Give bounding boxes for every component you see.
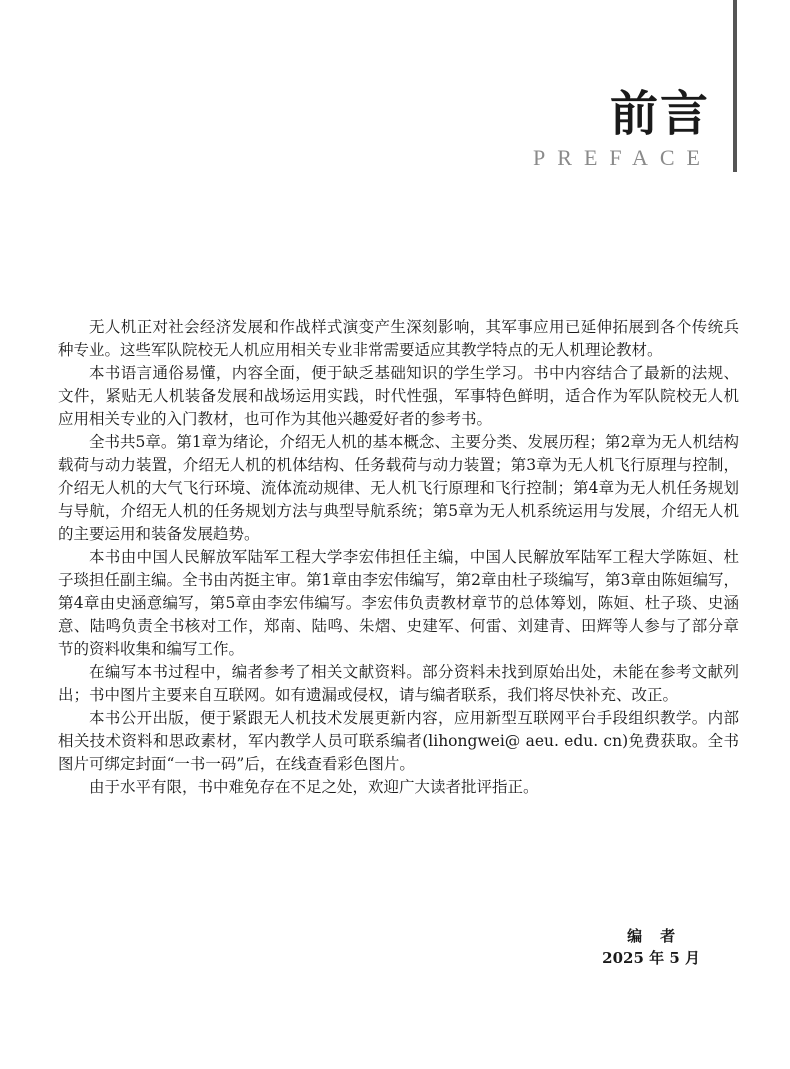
- paragraph-publication: 本书公开出版，便于紧跟无人机技术发展更新内容，应用新型互联网平台手段组织教学。内部相关技术资料和思政素材，军内教学人员可联系编者(lihongwei@ aeu. edu. cn)免费获取。全书图片可绑定封面“一书一码”后，在线查看彩色图片。: [58, 709, 739, 773]
- page-subtitle: PREFACE: [533, 145, 712, 170]
- signature-block: [602, 925, 700, 969]
- paragraph-features: 本书语言通俗易懂，内容全面，便于缺乏基础知识的学生学习。书中内容结合了最新的法规、文件，紧贴无人机装备发展和战场运用实践，时代性强，军事特色鲜明，适合作为军队院校无人机应用相关专业的入门教材，也可作为其他兴趣爱好者的参考书。: [58, 364, 739, 428]
- paragraph-intro: 无人机正对社会经济发展和作战样式演变产生深刻影响，其军事应用已延伸拓展到各个传统兵种专业。这些军队院校无人机应用相关专业非常需要适应其教学特点的无人机理论教材。: [58, 318, 739, 359]
- preface-body: [58, 316, 739, 799]
- signature-author: 编者: [627, 927, 694, 945]
- paragraph-references: 在编写本书过程中，编者参考了相关文献资料。部分资料未找到原始出处，未能在参考文献列出；书中图片主要来自互联网。如有遗漏或侵权，请与编者联系，我们将尽快补充、改正。: [58, 663, 739, 704]
- signature-date: 2025 年 5 月: [602, 949, 700, 967]
- paragraph-authors: 本书由中国人民解放军陆军工程大学李宏伟担任主编，中国人民解放军陆军工程大学陈姮、杜子琰担任副主编。全书由芮挺主审。第1章由李宏伟编写，第2章由杜子琰编写，第3章由陈姮编写，第4章由史涵意编写，第5章由李宏伟编写。李宏伟负责教材章节的总体筹划，陈姮、杜子琰、史涵意、陆鸣负责全书核对工作，郑南、陆鸣、朱熠、史建军、何雷、刘建青、田辉等人参与了部分章节的资料收集和编写工作。: [58, 548, 739, 658]
- paragraph-chapters: 全书共5章。第1章为绪论，介绍无人机的基本概念、主要分类、发展历程；第2章为无人机结构载荷与动力装置，介绍无人机的机体结构、任务载荷与动力装置；第3章为无人机飞行原理与控制，介绍无人机的大气飞行环境、流体流动规律、无人机飞行原理和飞行控制；第4章为无人机任务规划与导航，介绍无人机的任务规划方法与典型导航系统；第5章为无人机系统运用与发展，介绍无人机的主要运用和装备发展趋势。: [58, 433, 739, 543]
- page-title: 前言: [609, 86, 710, 142]
- paragraph-closing: 由于水平有限，书中难免存在不足之处，欢迎广大读者批评指正。: [89, 778, 539, 796]
- header-vertical-rule: [733, 0, 737, 172]
